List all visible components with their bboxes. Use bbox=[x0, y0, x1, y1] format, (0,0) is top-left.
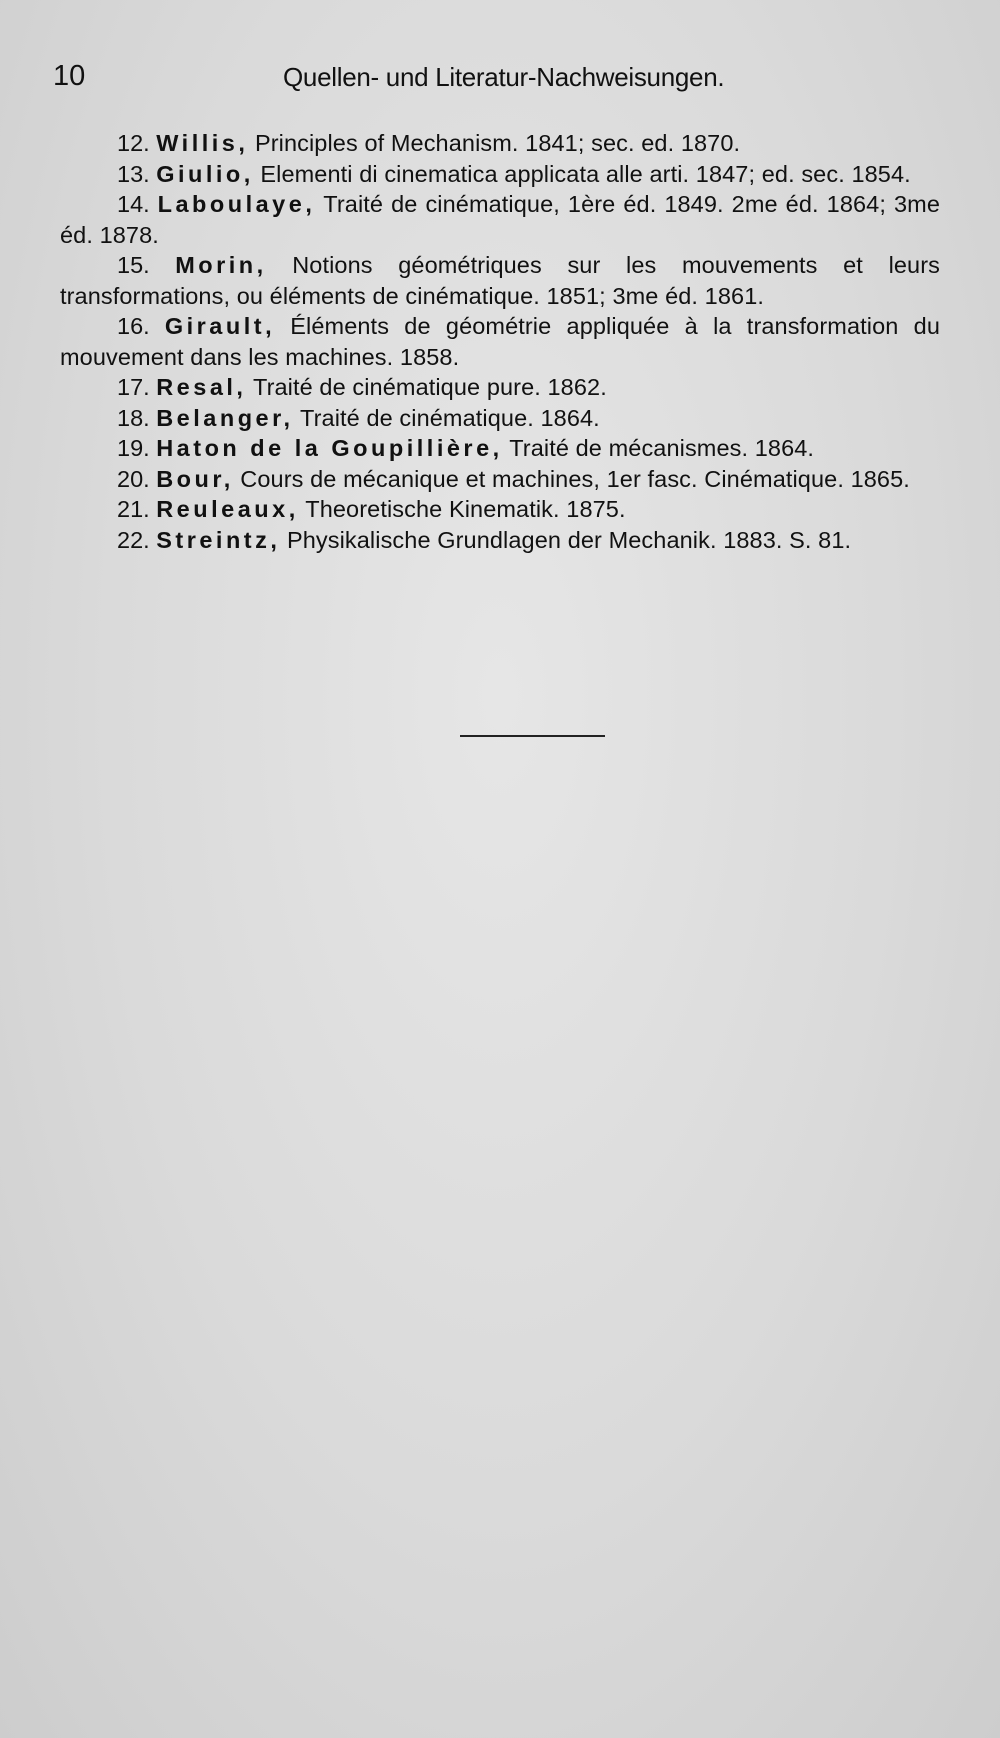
reference-item bbox=[60, 403, 940, 434]
reference-item bbox=[60, 464, 940, 495]
reference-author: Reuleaux, bbox=[156, 496, 299, 522]
reference-author: Resal, bbox=[156, 374, 247, 400]
reference-item bbox=[60, 372, 940, 403]
reference-number: 15. bbox=[117, 252, 150, 278]
reference-text: Physikalische Grundlagen der Mechanik. 1883. S. 81. bbox=[286, 526, 852, 553]
page-header bbox=[0, 60, 1000, 100]
reference-author: Streintz, bbox=[156, 526, 281, 553]
reference-item bbox=[60, 494, 940, 525]
reference-item bbox=[60, 159, 940, 190]
reference-number: 14. bbox=[117, 191, 150, 217]
reference-text: Theoretische Kinematik. 1875. bbox=[305, 496, 626, 522]
reference-item bbox=[60, 311, 940, 372]
page-number: 10 bbox=[53, 60, 86, 92]
reference-item bbox=[60, 128, 940, 159]
reference-text: Traité de cinématique, 1ère éd. 1849. 2me éd. 1864; 3me éd. 1878. bbox=[60, 191, 941, 248]
reference-item bbox=[60, 250, 940, 311]
reference-number: 12. bbox=[117, 130, 150, 156]
reference-item bbox=[60, 189, 940, 250]
reference-text: Elementi di cinematica applicata alle arti. 1847; ed. sec. 1854. bbox=[260, 160, 911, 187]
reference-number: 20. bbox=[117, 465, 150, 492]
reference-list bbox=[60, 128, 940, 555]
section-divider bbox=[460, 735, 605, 737]
reference-number: 13. bbox=[117, 160, 150, 187]
running-head: Quellen- und Literatur-Nachweisungen. bbox=[283, 62, 725, 92]
reference-number: 16. bbox=[117, 313, 150, 339]
reference-text: Traité de mécanismes. 1864. bbox=[509, 435, 815, 461]
reference-number: 17. bbox=[117, 374, 150, 400]
reference-number: 21. bbox=[117, 496, 150, 522]
reference-author: Giulio, bbox=[156, 160, 254, 187]
reference-author: Morin, bbox=[175, 252, 267, 278]
reference-author: Bour, bbox=[156, 465, 234, 492]
reference-text: Cours de mécanique et machines, 1er fasc. Cinématique. 1865. bbox=[240, 465, 910, 492]
reference-author: Haton de la Goupillière, bbox=[156, 435, 503, 461]
reference-author: Belanger, bbox=[156, 404, 294, 431]
reference-item bbox=[60, 525, 940, 556]
reference-number: 19. bbox=[117, 435, 150, 461]
reference-text: Traité de cinématique pure. 1862. bbox=[252, 374, 607, 400]
reference-author: Laboulaye, bbox=[157, 191, 316, 217]
reference-author: Willis, bbox=[156, 130, 249, 156]
reference-text: Principles of Mechanism. 1841; sec. ed. 1870. bbox=[254, 130, 741, 156]
reference-text: Éléments de géométrie appliquée à la transformation du mouvement dans les machines. 1858. bbox=[60, 313, 941, 370]
reference-number: 22. bbox=[117, 526, 150, 553]
reference-author: Girault, bbox=[164, 313, 276, 339]
reference-text: Notions géométriques sur les mouvements et leurs transformations, ou éléments de cinématique. 1851; 3me éd. 1861. bbox=[60, 252, 941, 309]
reference-item bbox=[60, 433, 940, 464]
reference-number: 18. bbox=[117, 404, 150, 431]
reference-text: Traité de cinématique. 1864. bbox=[300, 404, 600, 431]
